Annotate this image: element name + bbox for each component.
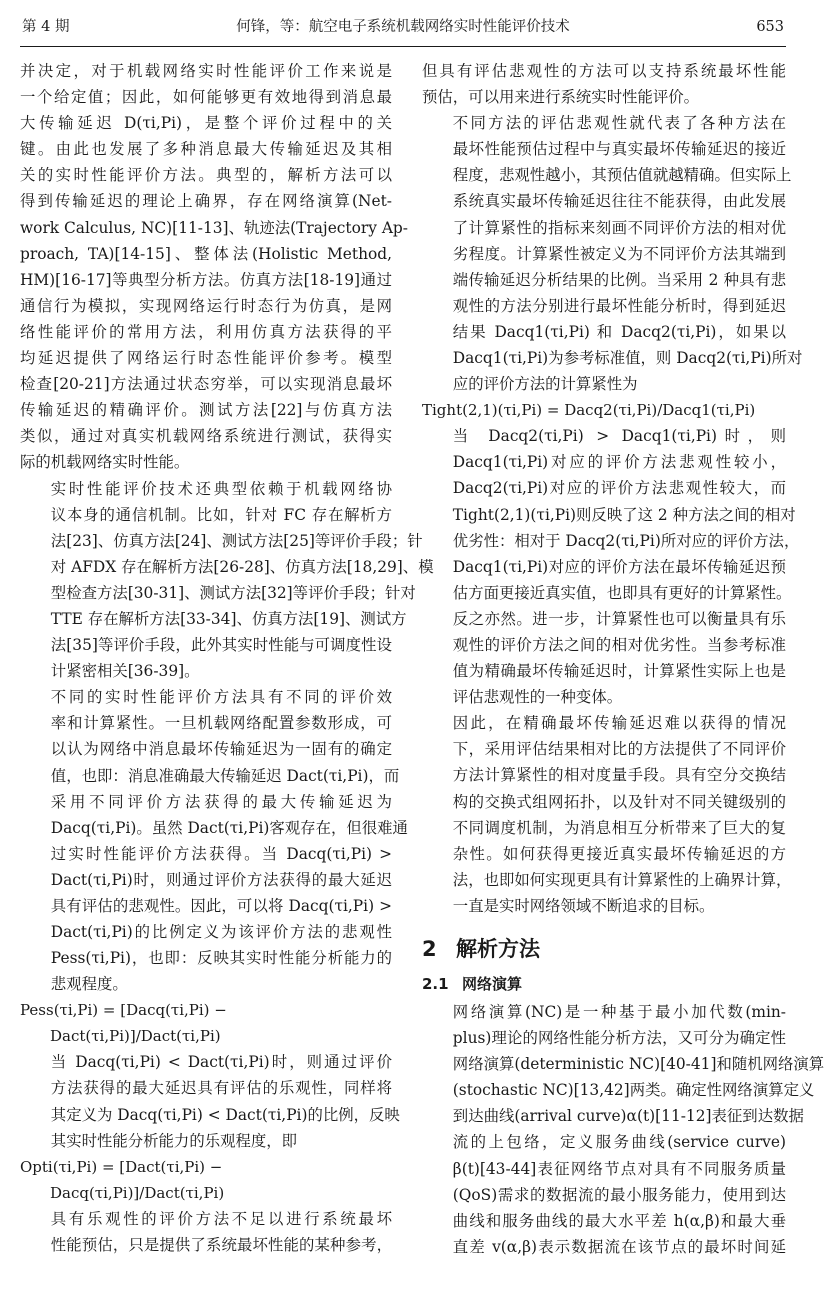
text-line: 杂性。如何获得更接近真实最坏传输延迟的方 <box>452 844 786 863</box>
text-line: Dact(τi,Pi)的比例定义为该评价方法的悲观性 <box>50 923 392 942</box>
paragraph <box>20 1206 392 1258</box>
text-line: 检查[20-21]方法通过状态穷举，可以实现消息最坏 <box>20 375 392 394</box>
text-line: 实时性能评价技术还典型依赖于机载网络协 <box>50 479 392 498</box>
text-line: 通信行为模拟，实现网络运行时态行为仿真，是网 <box>20 296 392 315</box>
subsection-number: 2.1 <box>422 975 449 993</box>
text-line: 观性的评价方法之间的相对优劣性。当参考标准 <box>452 635 786 654</box>
text-line: 当 Dacq(τi,Pi) < Dact(τi,Pi)时，则通过评价 <box>50 1053 392 1072</box>
text-line: 际的机载网络实时性能。 <box>20 453 190 472</box>
text-line: Dacq2(τi,Pi)对应的评价方法悲观性较大，而 <box>452 479 786 498</box>
subsection-title: 网络演算 <box>462 975 523 993</box>
text-line: 因此，在精确最坏传输延迟难以获得的情况 <box>452 714 786 733</box>
text-line: 应的评价方法的计算紧性为 <box>452 375 638 394</box>
formula-line: Pess(τi,Pi) = [Dacq(τi,Pi) − <box>20 1001 227 1020</box>
text-line: 议本身的通信机制。比如，针对 FC 存在解析方 <box>50 505 392 524</box>
text-line: 具有评估的悲观性。因此，可以将 Dacq(τi,Pi) > <box>50 897 392 915</box>
text-line: 法[23]、仿真方法[24]、测试方法[25]等评价手段；针 <box>50 531 423 550</box>
text-line: 曲线和服务曲线的最大水平差 h(α,β)和最大垂 <box>452 1211 786 1230</box>
text-line: 型检查方法[30-31]、测试方法[32]等评价手段；针对 <box>50 583 416 602</box>
text-line: 过实时性能评价方法获得。当 Dacq(τi,Pi) > <box>50 844 392 863</box>
section-number: 2 <box>422 937 437 961</box>
text-line: 类似，通过对真实机载网络系统进行测试，获得实 <box>20 427 392 446</box>
paragraph <box>422 58 786 110</box>
formula-tight: Tight(2,1)(τi,Pi) = Dacq2(τi,Pi)/Dacq1(τi,Pi) <box>422 401 756 420</box>
text-line: plus)理论的网络性能分析方法，又可分为确定性 <box>452 1029 786 1048</box>
header-rule <box>20 46 786 47</box>
text-line: (stochastic NC)[13,42]两类。确定性网络演算定义 <box>452 1081 815 1100</box>
formula-opti <box>20 1154 392 1206</box>
text-line: 但具有评估悲观性的方法可以支持系统最坏性能 <box>422 62 786 80</box>
text-line: Tight(2,1)(τi,Pi)则反映了这 2 种方法之间的相对 <box>452 505 796 524</box>
text-line: 不同调度机制，为消息相互分析带来了巨大的复 <box>452 818 786 837</box>
text-line: 大传输延迟 D(τi,Pi)，是整个评价过程中的关 <box>20 114 392 133</box>
text-line: 率和计算紧性。一旦机载网络配置参数形成，可 <box>50 714 392 733</box>
text-line: 性能预估，只是提供了系统最坏性能的某种参考， <box>50 1235 392 1254</box>
text-line: 不同方法的评估悲观性就代表了各种方法在 <box>452 114 786 133</box>
text-line: 系统真实最坏传输延迟往往不能获得，由此发展 <box>452 192 786 211</box>
text-line: 采用不同评价方法获得的最大传输延迟为 <box>50 792 392 811</box>
text-line: 值为精确最坏传输延迟时，计算紧性实际上也是 <box>452 662 786 681</box>
text-line: β(t)[43-44]表征网络节点对具有不同服务质量 <box>452 1159 786 1178</box>
formula-line: Dacq(τi,Pi)]/Dact(τi,Pi) <box>50 1183 225 1202</box>
text-line: (QoS)需求的数据流的最小服务能力，使用到达 <box>452 1185 786 1204</box>
paragraph <box>422 999 824 1260</box>
running-title: 何锋，等：航空电子系统机载网络实时性能评价技术 <box>236 19 570 35</box>
text-line: 一直是实时网络领域不断追求的目标。 <box>452 896 715 915</box>
text-line: 络性能评价的常用方法，利用仿真方法获得的平 <box>20 322 392 341</box>
text-line: 下，采用评估结果相对比的方法提供了不同评价 <box>452 740 786 759</box>
subsection-heading <box>422 971 786 997</box>
text-line: Pess(τi,Pi)，也即：反映其实时性能分析能力的 <box>50 949 392 968</box>
paragraph <box>422 110 803 397</box>
paragraph <box>422 423 800 710</box>
issue-label: 第 4 期 <box>22 19 70 35</box>
text-line: 到达曲线(arrival curve)α(t)[11-12]表征到达数据 <box>452 1107 804 1126</box>
text-line: 当 Dacq2(τi,Pi) > Dacq1(τi,Pi)时，则 <box>452 427 786 446</box>
text-line: 网络演算(NC)是一种基于最小加代数(min- <box>452 1003 786 1021</box>
text-line: 法，也即如何实现更具有计算紧性的上确界计算， <box>452 870 792 889</box>
text-line: 反之亦然。进一步，计算紧性也可以衡量具有乐 <box>452 609 786 628</box>
text-line: 优劣性：相对于 Dacq2(τi,Pi)所对应的评价方法， <box>452 531 800 550</box>
text-line: 预估，可以用来进行系统实时性能评价。 <box>422 88 700 107</box>
text-line: 一个给定值；因此，如何能够更有效地得到消息最 <box>20 88 392 107</box>
text-line: 程度，悲观性越小，其预估值就越精确。但实际上 <box>452 166 792 185</box>
text-line: 悲观程度。 <box>50 975 128 994</box>
text-line: 并决定，对于机载网络实时性能评价工作来说是 <box>20 62 392 80</box>
text-line: 估方面更接近真实值，也即具有更好的计算紧性。 <box>452 583 792 602</box>
left-column <box>20 58 434 1288</box>
paragraph <box>422 710 792 919</box>
paragraph <box>20 684 408 997</box>
section-heading <box>422 933 786 965</box>
text-line: 劣程度。计算紧性被定义为不同评价方法其端到 <box>452 244 786 263</box>
text-line: 结果 Dacq1(τi,Pi) 和 Dacq2(τi,Pi)，如果以 <box>452 322 786 341</box>
formula-pess <box>20 997 392 1049</box>
paragraph <box>20 58 408 476</box>
text-line: 传输延迟的精确评价。测试方法[22]与仿真方法 <box>20 401 392 420</box>
text-line: 关的实时性能评价方法。典型的，解析方法可以 <box>20 166 392 185</box>
text-line: 不同的实时性能评价方法具有不同的评价效 <box>50 688 392 707</box>
text-line: work Calculus, NC)[11-13]、轨迹法(Trajectory Ap- <box>20 218 408 237</box>
page-header <box>0 0 806 50</box>
text-line: proach, TA)[14-15]、整体法(Holistic Method, <box>20 244 392 263</box>
text-line: 了计算紧性的指标来刻画不同评价方法的相对优 <box>452 218 786 237</box>
text-line: Dacq1(τi,Pi)对应的评价方法在最坏传输延迟预 <box>452 557 786 576</box>
formula-line: Dact(τi,Pi)]/Dact(τi,Pi) <box>50 1027 221 1046</box>
text-line: 方法计算紧性的相对度量手段。具有空分交换结 <box>452 766 786 785</box>
text-line: 对 AFDX 存在解析方法[26-28]、仿真方法[18,29]、模 <box>50 557 434 576</box>
text-line: 法[35]等评价手段，此外其实时性能与可调度性设 <box>50 636 392 655</box>
text-line: Dact(τi,Pi)时，则通过评价方法获得的最大延迟 <box>50 870 392 889</box>
text-line: 其实时性能分析能力的乐观程度，即 <box>50 1131 298 1150</box>
text-line: 端传输延迟分析结果的比例。当采用 2 种具有悲 <box>452 270 786 289</box>
formula-line: Opti(τi,Pi) = [Dact(τi,Pi) − <box>20 1157 223 1176</box>
text-line: 以认为网络中消息最坏传输延迟为一固有的确定 <box>50 740 392 759</box>
text-line: 得到传输延迟的理论上确界，存在网络演算(Net- <box>20 192 392 211</box>
text-line: 键。由此也发展了多种消息最大传输延迟及其相 <box>20 140 392 159</box>
text-line: Dacq(τi,Pi)。虽然 Dact(τi,Pi)客观存在，但很难通 <box>50 818 408 837</box>
text-line: 网络演算(deterministic NC)[40-41]和随机网络演算 <box>452 1055 824 1074</box>
right-column <box>422 58 824 1288</box>
text-line: 计紧密相关[36-39]。 <box>50 662 200 681</box>
text-line: 直差 v(α,β)表示数据流在该节点的最坏时间延 <box>452 1237 786 1256</box>
text-line: 流的上包络，定义服务曲线(service curve) <box>452 1133 786 1152</box>
text-line: HM)[16-17]等典型分析方法。仿真方法[18-19]通过 <box>20 270 392 289</box>
text-line: 构的交换式组网拓扑，以及针对不同关键级别的 <box>452 792 786 811</box>
page-number: 653 <box>756 19 784 35</box>
section-title: 解析方法 <box>456 937 540 961</box>
text-line: 最坏性能预估过程中与真实最坏传输延迟的接近 <box>452 140 786 159</box>
paragraph <box>20 1049 400 1153</box>
text-line: 观性的方法分别进行最坏性能分析时，得到延迟 <box>452 296 786 315</box>
text-line: Dacq1(τi,Pi)为参考标准值，则 Dacq2(τi,Pi)所对 <box>452 349 803 368</box>
text-line: 评估悲观性的一种变体。 <box>452 688 623 707</box>
text-line: 其定义为 Dacq(τi,Pi) < Dact(τi,Pi)的比例，反映 <box>50 1105 400 1124</box>
text-line: 方法获得的最大延迟具有评估的乐观性，同样将 <box>50 1079 392 1098</box>
paragraph <box>20 476 434 685</box>
text-line: TTE 存在解析方法[33-34]、仿真方法[19]、测试方 <box>50 609 407 628</box>
text-line: 值，也即：消息准确最大传输延迟 Dact(τi,Pi)，而 <box>50 766 400 785</box>
text-line: 具有乐观性的评价方法不足以进行系统最坏 <box>50 1209 392 1228</box>
text-line: Dacq1(τi,Pi)对应的评价方法悲观性较小， <box>452 453 786 472</box>
text-line: 均延迟提供了网络运行时态性能评价参考。模型 <box>20 349 392 368</box>
